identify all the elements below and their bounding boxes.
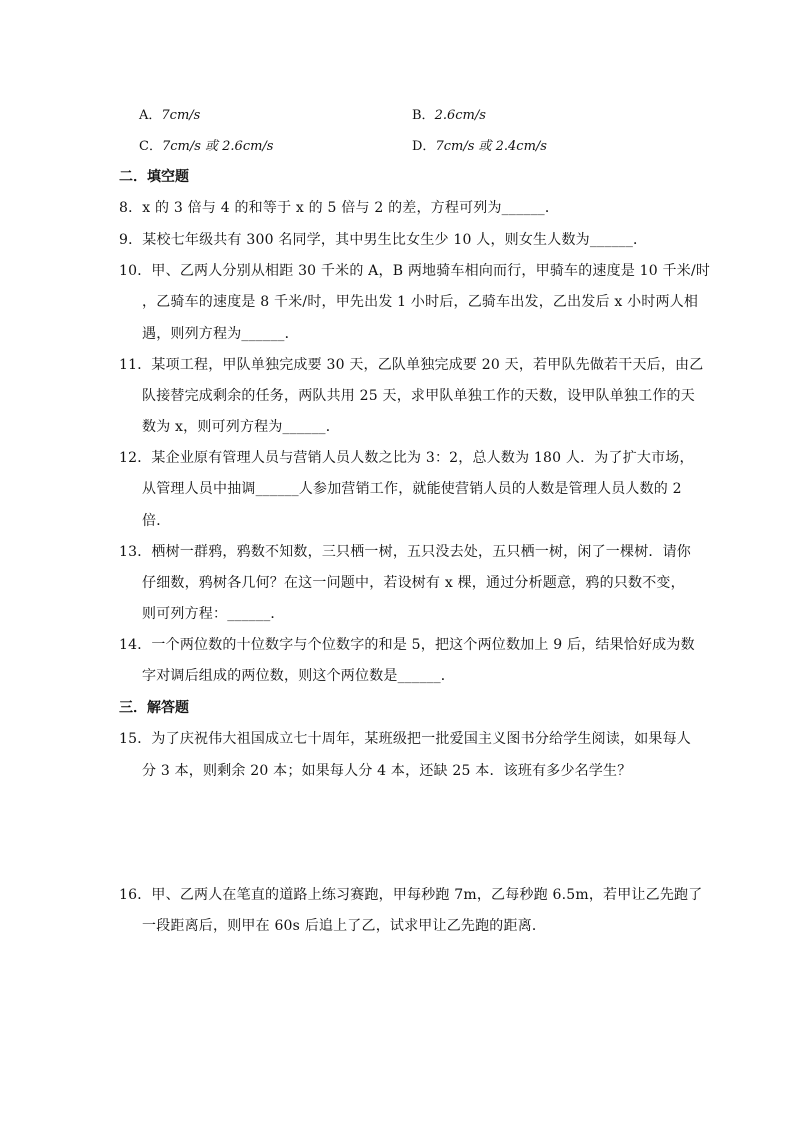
option-d-value: 7cm/s 或 2.4cm/s [435, 139, 547, 154]
option-b-value: 2.6cm/s [434, 108, 486, 123]
option-b-letter: B． [412, 108, 435, 123]
section-heading-fill: 二．填空题 [119, 169, 189, 185]
option-a-value: 7cm/s [161, 108, 201, 123]
question-12-line-2: 从管理人员中抽调______人参加营销工作，就能使营销人员的人数是管理人员人数的 2 [142, 481, 682, 497]
question-12-line-3: 倍． [142, 513, 171, 529]
question-11-line-3: 数为 x，则可列方程为______． [142, 419, 340, 435]
question-11-line-2: 队接替完成剩余的任务，两队共用 25 天，求甲队单独工作的天数，设甲队单独工作的天 [142, 388, 695, 404]
option-b [412, 104, 486, 123]
question-13-line-1: 13．栖树一群鸦，鸦数不知数，三只栖一树，五只没去处，五只栖一树，闲了一棵树．请你 [119, 544, 692, 560]
question-16-line-1: 16．甲、乙两人在笔直的道路上练习赛跑，甲每秒跑 7m，乙每秒跑 6.5m，若甲让乙先跑了 [119, 887, 703, 903]
option-a-letter: A． [139, 108, 162, 123]
question-15-line-2: 分 3 本，则剩余 20 本；如果每人分 4 本，还缺 25 本．该班有多少名学生？ [142, 763, 632, 779]
question-12-line-1: 12．某企业原有管理人员与营销人员人数之比为 3：2，总人数为 180 人．为了扩大市场， [119, 450, 694, 466]
option-c-value: 7cm/s 或 2.6cm/s [161, 139, 274, 154]
option-a [139, 104, 200, 123]
question-10-line-1: 10．甲、乙两人分别从相距 30 千米的 A，B 两地骑车相向而行，甲骑车的速度是 10 千米/时 [119, 263, 711, 279]
question-14-line-1: 14．一个两位数的十位数字与个位数字的和是 5，把这个两位数加上 9 后，结果恰好成为数 [119, 637, 695, 653]
question-10-line-3: 遇，则列方程为______． [142, 326, 299, 342]
question-13-line-3: 则可列方程：______． [142, 606, 285, 622]
question-15-line-1: 15．为了庆祝伟大祖国成立七十周年，某班级把一批爱国主义图书分给学生阅读，如果每人 [119, 731, 692, 747]
question-11-line-1: 11．某项工程，甲队单独完成要 30 天，乙队单独完成要 20 天，若甲队先做若干天后，由乙 [119, 357, 704, 373]
question-8-line-1: 8．x 的 3 倍与 4 的和等于 x 的 5 倍与 2 的差，方程可列为______． [119, 200, 560, 216]
option-d-letter: D． [412, 139, 436, 154]
question-10-line-2: ，乙骑车的速度是 8 千米/时，甲先出发 1 小时后，乙骑车出发，乙出发后 x 小时两人相 [142, 294, 699, 310]
question-14-line-2: 字对调后组成的两位数，则这个两位数是______． [142, 668, 455, 684]
question-13-line-2: 仔细数，鸦树各几何？在这一问题中，若设树有 x 棵，通过分析题意，鸦的只数不变， [142, 575, 685, 591]
option-c [139, 135, 273, 154]
option-d [412, 135, 547, 154]
option-c-letter: C． [139, 139, 162, 154]
question-9-line-1: 9．某校七年级共有 300 名同学，其中男生比女生少 10 人，则女生人数为______． [119, 232, 648, 248]
question-16-line-2: 一段距离后，则甲在 60s 后追上了乙，试求甲让乙先跑的距离． [142, 918, 547, 934]
section-heading-solve: 三．解答题 [119, 700, 189, 716]
